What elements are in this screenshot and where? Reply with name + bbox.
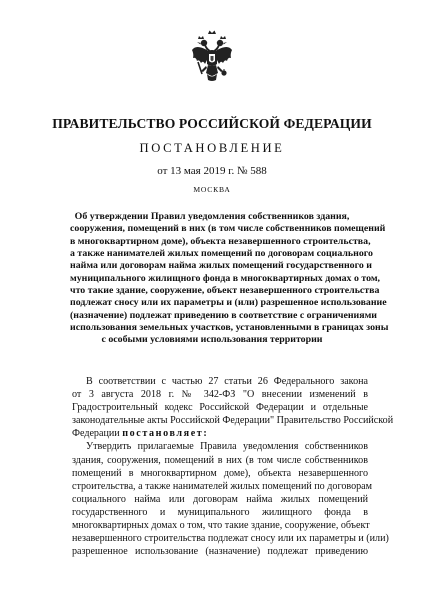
document-type: ПОСТАНОВЛЕНИЕ xyxy=(139,141,285,155)
body-line: помещений в многоквартирном доме), объекта незавершенного xyxy=(72,467,368,479)
body-line: Утвердить прилагаемые Правила уведомления собственников xyxy=(86,441,368,453)
heading-line: сооружения, помещений в них (в том числе собственников помещений xyxy=(70,223,386,235)
document-body xyxy=(72,375,394,558)
body-line: от 3 августа 2018 г. № 342-ФЗ "О внесении изменений в xyxy=(72,389,368,401)
heading-line: (назначение) подлежат приведению в соответствие с ограничениями xyxy=(70,309,377,321)
heading-line: найма или договорам найма жилых помещений государственного и xyxy=(70,260,372,272)
document-city: МОСКВА xyxy=(193,185,231,194)
heading-line: Об утверждении Правил уведомления собственников здания, xyxy=(74,211,350,222)
body-line: Градостроительный кодекс Российской Федерации и отдельные xyxy=(72,402,368,414)
body-line: социального найма или договорам найма жилых помещений xyxy=(72,493,368,505)
body-line: незавершенного строительства подлежат сносу или их параметры и (или) xyxy=(72,533,389,545)
body-line: законодательные акты Российской Федерации" Правительство Российской xyxy=(72,415,394,427)
body-line: В соответствии с частью 27 статьи 26 Федерального закона xyxy=(86,376,368,387)
heading-line: в многоквартирном доме), объекта незавершенного строительства, xyxy=(70,235,371,247)
body-line: строительства, а также нанимателей жилых помещений по договорам xyxy=(72,480,373,492)
heading-line: муниципального жилищного фонда в многоквартирных домах о том, xyxy=(70,272,381,284)
coat-of-arms-icon xyxy=(190,30,234,86)
body-line xyxy=(72,427,368,440)
body-line-text: Федерации xyxy=(72,428,120,440)
heading-line: а также нанимателей жилых помещений по договорам социального xyxy=(70,248,373,260)
heading-line: использования земельных участков, установленными в границах зоны xyxy=(70,322,389,334)
body-line: многоквартирных домах о том, что такие здание, сооружение, объект xyxy=(72,520,370,532)
document-date-number: от 13 мая 2019 г. № 588 xyxy=(157,165,267,177)
document-heading xyxy=(70,211,389,347)
decree-keyword: постановляет: xyxy=(122,428,209,440)
government-title: ПРАВИТЕЛЬСТВО РОССИЙСКОЙ ФЕДЕРАЦИИ xyxy=(52,116,372,131)
heading-line: с особыми условиями использования территории xyxy=(101,334,323,346)
body-line: государственного и муниципального жилищного фонда в xyxy=(72,506,368,518)
body-line: разрешенное использование (назначение) подлежат приведению xyxy=(72,546,368,558)
heading-line: что такие здание, сооружение, объект незавершенного строительства xyxy=(70,285,380,297)
heading-line: подлежат сносу или их параметры и (или) разрешенное использование xyxy=(70,297,387,309)
body-line: здания, сооружения, помещений в них (в том числе собственников xyxy=(72,454,368,466)
